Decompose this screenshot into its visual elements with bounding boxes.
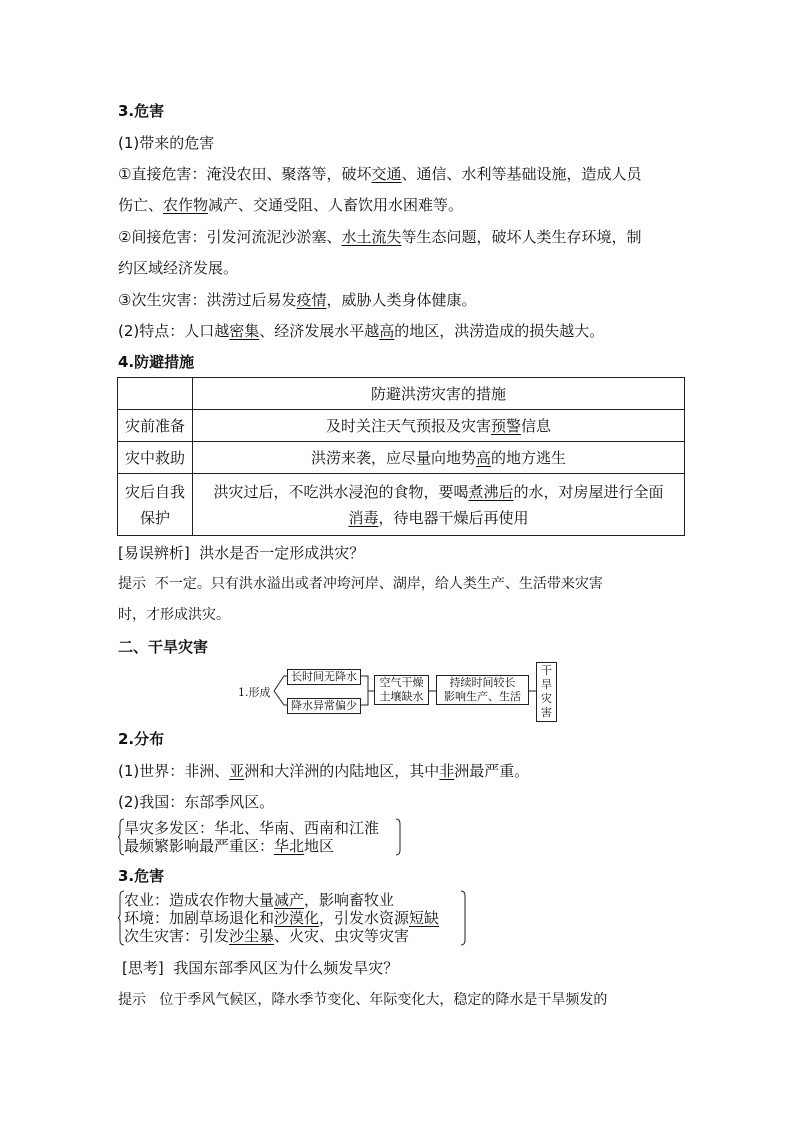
text-direct-harm-2: 伤亡、农作物减产、交通受阻、人畜饮用水困难等。 [118,196,464,214]
flow-mid: 空气干燥 土壤缺水 [374,675,429,705]
text-world-distribution: (1)世界：非洲、亚洲和大洋洲的内陆地区，其中非洲最严重。 [118,762,530,780]
flow-label: 1.形成 [238,686,271,699]
flow-result: 干旱灾害 [536,662,557,722]
flow-cause-1: 长时间无降水 [287,669,361,685]
section-title-drought: 二、干旱灾害 [118,638,209,656]
hazards-brace-group [118,890,473,946]
table-label: 灾后自我 保护 [118,474,193,536]
table-label: 灾中救助 [118,442,193,474]
section-title-distribution: 2.分布 [118,730,165,748]
table-row [118,378,685,410]
text-china-distribution: (2)我国：东部季风区。 [118,793,275,811]
section-title-drought-hazards: 3.危害 [118,867,165,885]
measures-table [117,377,685,536]
table-header: 防避洪涝灾害的措施 [193,378,685,410]
brace-line: 最频繁影响最严重区：华北地区 [124,837,335,855]
mistake-question: [易误辨析] 洪水是否一定形成洪灾？ [118,544,365,562]
brace-line: 环境：加剧草场退化和沙漠化，引发水资源短缺 [124,909,440,927]
hint-answer: 提示 不一定。只有洪水溢出或者冲垮河岸、湖岸，给人类生产、生活带来灾害 [118,576,603,592]
section-title-hazards: 3.危害 [118,102,165,120]
brace-line: 农业：造成农作物大量减产，影响畜牧业 [124,891,395,909]
hint-answer-drought: 提示 位于季风气候区，降水季节变化、年际变化大，稳定的降水是干旱频发的 [118,992,608,1008]
table-cell: 洪灾过后，不吃洪水浸泡的食物，要喝煮沸后的水，对房屋进行全面 消毒，待电器干燥后再使用 [193,474,685,536]
text-features: (2)特点：人口越密集、经济发展水平越高的地区，洪涝造成的损失越大。 [118,322,605,340]
think-question: [思考] 我国东部季风区为什么频发旱灾？ [122,959,399,977]
table-cell: 洪涝来袭，应尽量向地势高的地方逃生 [193,442,685,474]
section-title-measures: 4.防避措施 [118,353,195,371]
brace-line: 旱灾多发区：华北、华南、西南和江淮 [124,819,380,837]
hint-answer-2: 时，才形成洪灾。 [118,607,230,623]
text-indirect-harm-2: 约区域经济发展。 [118,259,239,277]
brace-line: 次生灾害：引发沙尘暴、火灾、虫灾等灾害 [124,927,410,945]
table-label: 灾前准备 [118,410,193,442]
table-row [118,410,685,442]
table-row [118,474,685,536]
drought-formation-diagram [238,660,564,720]
table-cell-empty [118,378,193,410]
distribution-brace-group [118,818,408,856]
flow-cause-2: 降水异常偏少 [287,698,361,714]
table-cell: 及时关注天气预报及灾害预警信息 [193,410,685,442]
text-indirect-harm: ②间接危害：引发河流泥沙淤塞、水土流失等生态问题，破坏人类生存环境，制 [118,228,642,246]
subsection-hazards: (1)带来的危害 [118,134,215,152]
text-secondary-disaster: ③次生灾害：洪涝过后易发疫情，威胁人类身体健康。 [118,291,477,309]
text-direct-harm: ①直接危害：淹没农田、聚落等，破坏交通、通信、水利等基础设施，造成人员 [118,165,642,183]
flow-effect: 持续时间较长 影响生产、生活 [436,675,529,705]
table-row [118,442,685,474]
